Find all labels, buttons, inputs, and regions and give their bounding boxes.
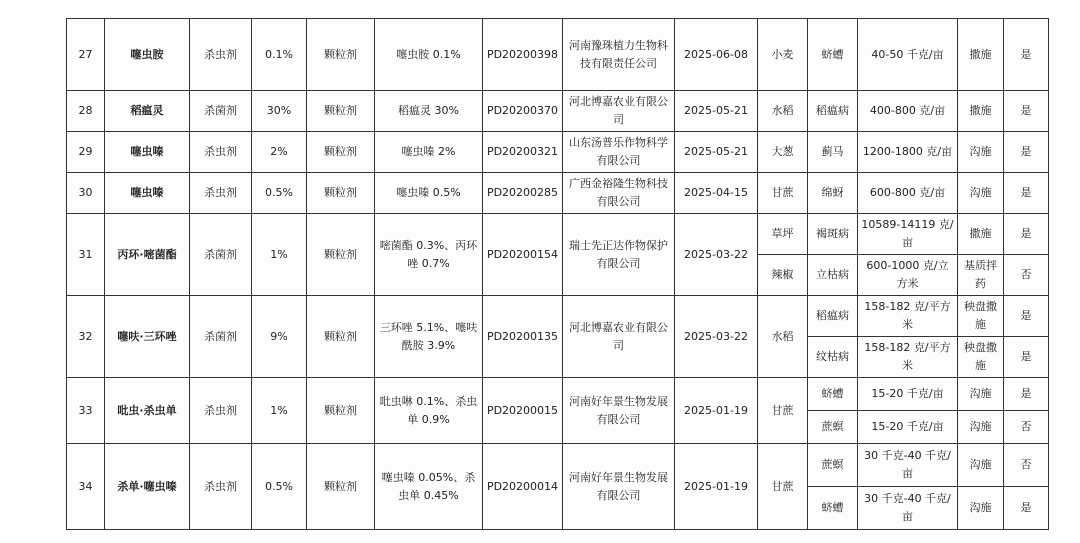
registration-number: PD20200135 bbox=[483, 296, 563, 378]
row-number: 29 bbox=[67, 132, 105, 173]
application-method: 沟施 bbox=[958, 411, 1004, 444]
total-content: 30% bbox=[252, 91, 307, 132]
active-ingredient: 稻瘟灵 30% bbox=[375, 91, 483, 132]
expiry-date: 2025-06-08 bbox=[675, 19, 758, 91]
dosage: 158-182 克/平方米 bbox=[858, 337, 958, 378]
dosage: 15-20 千克/亩 bbox=[858, 411, 958, 444]
holder-company: 河南好年景生物发展有限公司 bbox=[563, 378, 675, 444]
table-row bbox=[67, 444, 1049, 487]
crop: 大葱 bbox=[758, 132, 808, 173]
active-ingredient: 噻虫胺 0.1% bbox=[375, 19, 483, 91]
application-method: 秧盘撒施 bbox=[958, 296, 1004, 337]
active-ingredient: 噻虫嗪 0.5% bbox=[375, 173, 483, 214]
row-number: 28 bbox=[67, 91, 105, 132]
pesticide-type: 杀虫剂 bbox=[190, 19, 252, 91]
target: 纹枯病 bbox=[808, 337, 858, 378]
expiry-date: 2025-01-19 bbox=[675, 444, 758, 530]
product-name: 杀单·噻虫嗪 bbox=[105, 444, 190, 530]
pesticide-type: 杀菌剂 bbox=[190, 296, 252, 378]
flag: 否 bbox=[1004, 444, 1049, 487]
application-method: 沟施 bbox=[958, 173, 1004, 214]
active-ingredient: 噻虫嗪 0.05%、杀虫单 0.45% bbox=[375, 444, 483, 530]
target: 立枯病 bbox=[808, 255, 858, 296]
registration-table bbox=[66, 18, 1049, 530]
row-number: 33 bbox=[67, 378, 105, 444]
crop: 甘蔗 bbox=[758, 378, 808, 444]
target: 蓟马 bbox=[808, 132, 858, 173]
holder-company: 瑞士先正达作物保护有限公司 bbox=[563, 214, 675, 296]
flag: 是 bbox=[1004, 378, 1049, 411]
product-name: 噻呋·三环唑 bbox=[105, 296, 190, 378]
registration-number: PD20200014 bbox=[483, 444, 563, 530]
dosage: 600-1000 克/立方米 bbox=[858, 255, 958, 296]
flag: 是 bbox=[1004, 19, 1049, 91]
formulation: 颗粒剂 bbox=[307, 444, 375, 530]
registration-number: PD20200285 bbox=[483, 173, 563, 214]
target: 蛴螬 bbox=[808, 487, 858, 530]
dosage: 1200-1800 克/亩 bbox=[858, 132, 958, 173]
registration-number: PD20200370 bbox=[483, 91, 563, 132]
table-row bbox=[67, 378, 1049, 411]
crop: 辣椒 bbox=[758, 255, 808, 296]
product-name: 噻虫嗪 bbox=[105, 132, 190, 173]
product-name: 丙环·嘧菌酯 bbox=[105, 214, 190, 296]
row-number: 31 bbox=[67, 214, 105, 296]
pesticide-type: 杀虫剂 bbox=[190, 132, 252, 173]
dosage: 30 千克-40 千克/亩 bbox=[858, 487, 958, 530]
row-number: 32 bbox=[67, 296, 105, 378]
target: 蛴螬 bbox=[808, 378, 858, 411]
target: 褐斑病 bbox=[808, 214, 858, 255]
flag: 是 bbox=[1004, 214, 1049, 255]
row-number: 34 bbox=[67, 444, 105, 530]
holder-company: 河北博嘉农业有限公司 bbox=[563, 91, 675, 132]
total-content: 2% bbox=[252, 132, 307, 173]
expiry-date: 2025-03-22 bbox=[675, 214, 758, 296]
flag: 否 bbox=[1004, 255, 1049, 296]
formulation: 颗粒剂 bbox=[307, 132, 375, 173]
dosage: 40-50 千克/亩 bbox=[858, 19, 958, 91]
total-content: 1% bbox=[252, 378, 307, 444]
target: 稻瘟病 bbox=[808, 91, 858, 132]
holder-company: 河北博嘉农业有限公司 bbox=[563, 296, 675, 378]
flag: 是 bbox=[1004, 132, 1049, 173]
holder-company: 广西金裕隆生物科技有限公司 bbox=[563, 173, 675, 214]
product-name: 稻瘟灵 bbox=[105, 91, 190, 132]
total-content: 9% bbox=[252, 296, 307, 378]
application-method: 撒施 bbox=[958, 19, 1004, 91]
dosage: 158-182 克/平方米 bbox=[858, 296, 958, 337]
registration-number: PD20200398 bbox=[483, 19, 563, 91]
total-content: 0.5% bbox=[252, 444, 307, 530]
dosage: 600-800 克/亩 bbox=[858, 173, 958, 214]
crop: 水稻 bbox=[758, 91, 808, 132]
target: 蔗螟 bbox=[808, 444, 858, 487]
pesticide-type: 杀菌剂 bbox=[190, 214, 252, 296]
table-row bbox=[67, 173, 1049, 214]
expiry-date: 2025-03-22 bbox=[675, 296, 758, 378]
flag: 是 bbox=[1004, 173, 1049, 214]
active-ingredient: 嘧菌酯 0.3%、丙环唑 0.7% bbox=[375, 214, 483, 296]
product-name: 吡虫·杀虫单 bbox=[105, 378, 190, 444]
table-row bbox=[67, 132, 1049, 173]
active-ingredient: 噻虫嗪 2% bbox=[375, 132, 483, 173]
expiry-date: 2025-05-21 bbox=[675, 132, 758, 173]
crop: 草坪 bbox=[758, 214, 808, 255]
application-method: 基质拌药 bbox=[958, 255, 1004, 296]
product-name: 噻虫胺 bbox=[105, 19, 190, 91]
holder-company: 河南豫珠植力生物科技有限责任公司 bbox=[563, 19, 675, 91]
crop: 水稻 bbox=[758, 296, 808, 378]
table-row bbox=[67, 19, 1049, 91]
registration-number: PD20200015 bbox=[483, 378, 563, 444]
expiry-date: 2025-04-15 bbox=[675, 173, 758, 214]
crop: 甘蔗 bbox=[758, 173, 808, 214]
pesticide-type: 杀虫剂 bbox=[190, 444, 252, 530]
row-number: 27 bbox=[67, 19, 105, 91]
application-method: 沟施 bbox=[958, 487, 1004, 530]
application-method: 秧盘撒施 bbox=[958, 337, 1004, 378]
expiry-date: 2025-01-19 bbox=[675, 378, 758, 444]
flag: 是 bbox=[1004, 296, 1049, 337]
crop: 小麦 bbox=[758, 19, 808, 91]
holder-company: 河南好年景生物发展有限公司 bbox=[563, 444, 675, 530]
table-row bbox=[67, 296, 1049, 337]
formulation: 颗粒剂 bbox=[307, 91, 375, 132]
total-content: 0.5% bbox=[252, 173, 307, 214]
expiry-date: 2025-05-21 bbox=[675, 91, 758, 132]
active-ingredient: 三环唑 5.1%、噻呋酰胺 3.9% bbox=[375, 296, 483, 378]
product-name: 噻虫嗪 bbox=[105, 173, 190, 214]
application-method: 沟施 bbox=[958, 132, 1004, 173]
flag: 是 bbox=[1004, 337, 1049, 378]
target: 稻瘟病 bbox=[808, 296, 858, 337]
dosage: 15-20 千克/亩 bbox=[858, 378, 958, 411]
formulation: 颗粒剂 bbox=[307, 296, 375, 378]
application-method: 沟施 bbox=[958, 444, 1004, 487]
dosage: 400-800 克/亩 bbox=[858, 91, 958, 132]
target: 绵蚜 bbox=[808, 173, 858, 214]
total-content: 0.1% bbox=[252, 19, 307, 91]
application-method: 撒施 bbox=[958, 91, 1004, 132]
formulation: 颗粒剂 bbox=[307, 173, 375, 214]
pesticide-type: 杀虫剂 bbox=[190, 378, 252, 444]
flag: 是 bbox=[1004, 487, 1049, 530]
row-number: 30 bbox=[67, 173, 105, 214]
active-ingredient: 吡虫啉 0.1%、杀虫单 0.9% bbox=[375, 378, 483, 444]
total-content: 1% bbox=[252, 214, 307, 296]
application-method: 沟施 bbox=[958, 378, 1004, 411]
crop: 甘蔗 bbox=[758, 444, 808, 530]
pesticide-type: 杀虫剂 bbox=[190, 173, 252, 214]
formulation: 颗粒剂 bbox=[307, 378, 375, 444]
application-method: 撒施 bbox=[958, 214, 1004, 255]
formulation: 颗粒剂 bbox=[307, 19, 375, 91]
target: 蔗螟 bbox=[808, 411, 858, 444]
registration-number: PD20200154 bbox=[483, 214, 563, 296]
pesticide-type: 杀菌剂 bbox=[190, 91, 252, 132]
registration-number: PD20200321 bbox=[483, 132, 563, 173]
dosage: 30 千克-40 千克/亩 bbox=[858, 444, 958, 487]
table-row bbox=[67, 91, 1049, 132]
holder-company: 山东汤普乐作物科学有限公司 bbox=[563, 132, 675, 173]
table-row bbox=[67, 214, 1049, 255]
formulation: 颗粒剂 bbox=[307, 214, 375, 296]
dosage: 10589-14119 克/亩 bbox=[858, 214, 958, 255]
flag: 否 bbox=[1004, 411, 1049, 444]
flag: 是 bbox=[1004, 91, 1049, 132]
target: 蛴螬 bbox=[808, 19, 858, 91]
